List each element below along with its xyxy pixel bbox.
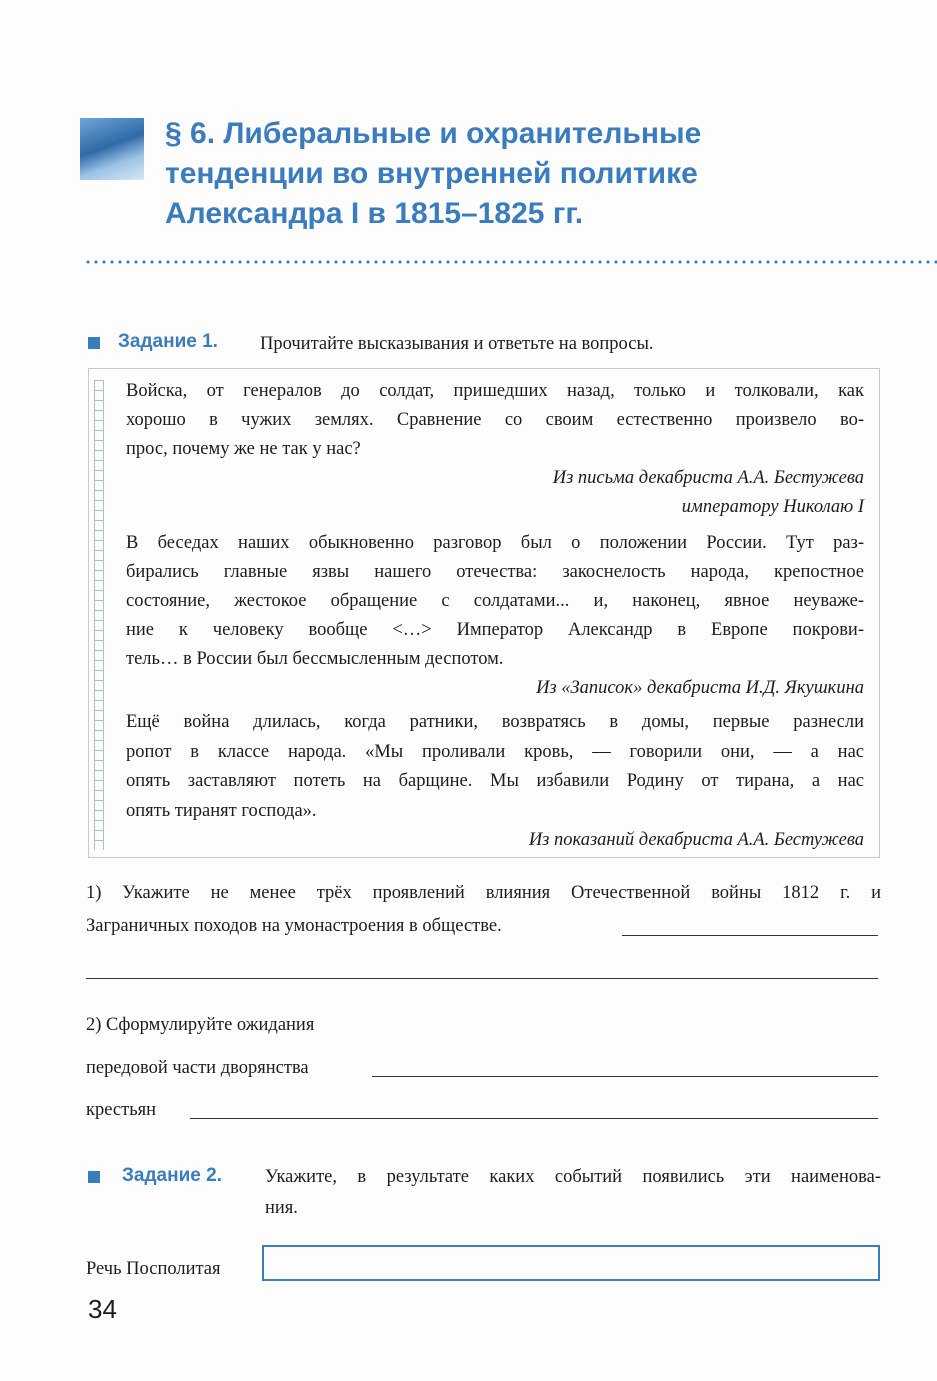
answer-line[interactable] xyxy=(622,935,878,936)
question2-label-nobility: передовой части дворянства xyxy=(86,1058,309,1078)
quote3-line: опять заставляют потеть на барщине. Мы избавили Родину от тирана, а нас xyxy=(126,771,864,791)
question1-line: Заграничных походов на умонастроения в обществе. xyxy=(86,916,502,936)
quote2-source: Из «Записок» декабриста И.Д. Якушкина xyxy=(536,678,864,698)
quote1-source: императору Николаю I xyxy=(681,497,864,517)
quote2-line: состояние, жестокое обращение с солдатами... и, наконец, явное неуваже- xyxy=(126,591,864,611)
task2-answer-box[interactable] xyxy=(262,1245,880,1281)
dotted-divider xyxy=(84,260,937,264)
task2-instruction: ния. xyxy=(265,1198,298,1218)
section-title-line-2: тенденции во внутренней политике xyxy=(165,157,698,190)
chapter-illustration-icon xyxy=(80,118,144,180)
quote3-line: Ещё война длилась, когда ратники, возвратясь в домы, первые разнесли xyxy=(126,712,864,732)
quote1-line: Войска, от генералов до солдат, пришедших назад, только и толковали, как xyxy=(126,381,864,401)
page-number: 34 xyxy=(88,1294,117,1324)
task-bullet-icon xyxy=(88,337,100,349)
quote3-line: опять тиранят господа». xyxy=(126,801,317,821)
question2-label-peasants: крестьян xyxy=(86,1100,157,1120)
question1-line: 1) Укажите не менее трёх проявлений влияния Отечественной войны 1812 г. и xyxy=(86,883,881,903)
quote3-source: Из показаний декабриста А.А. Бестужева xyxy=(528,830,864,850)
quote1-source: Из письма декабриста А.А. Бестужева xyxy=(552,468,864,488)
answer-line-peasants[interactable] xyxy=(190,1118,878,1119)
task2-item-label: Речь Посполитая xyxy=(86,1259,221,1279)
section-title-line-3: Александра I в 1815–1825 гг. xyxy=(165,197,584,230)
quote2-line: тель… в России был бессмысленным деспотом. xyxy=(126,649,504,669)
quote2-line: ние к человеку вообще <…> Император Александр в Европе покрови- xyxy=(126,620,864,640)
quote1-line: хорошо в чужих землях. Сравнение со своим естественно произвело во- xyxy=(126,410,864,430)
task-bullet-icon xyxy=(88,1171,100,1183)
box-border-decoration xyxy=(94,380,104,850)
task1-instruction: Прочитайте высказывания и ответьте на вопросы. xyxy=(260,334,654,354)
section-title-line-1: § 6. Либеральные и охранительные xyxy=(165,117,702,150)
quote2-line: В беседах наших обыкновенно разговор был о положении России. Тут раз- xyxy=(126,533,864,553)
quote3-line: ропот в классе народа. «Мы проливали кровь, — говорили они, — а нас xyxy=(126,742,864,762)
answer-line-nobility[interactable] xyxy=(372,1076,878,1077)
task2-instruction: Укажите, в результате каких событий появились эти наименова- xyxy=(265,1167,881,1187)
question2-text: 2) Сформулируйте ожидания xyxy=(86,1015,315,1035)
answer-line[interactable] xyxy=(86,978,878,979)
quote1-line: прос, почему же не так у нас? xyxy=(126,439,361,459)
task2-label: Задание 2. xyxy=(122,1165,222,1186)
task1-label: Задание 1. xyxy=(118,331,218,352)
quote2-line: бирались главные язвы нашего отечества: закоснелость народа, крепостное xyxy=(126,562,864,582)
